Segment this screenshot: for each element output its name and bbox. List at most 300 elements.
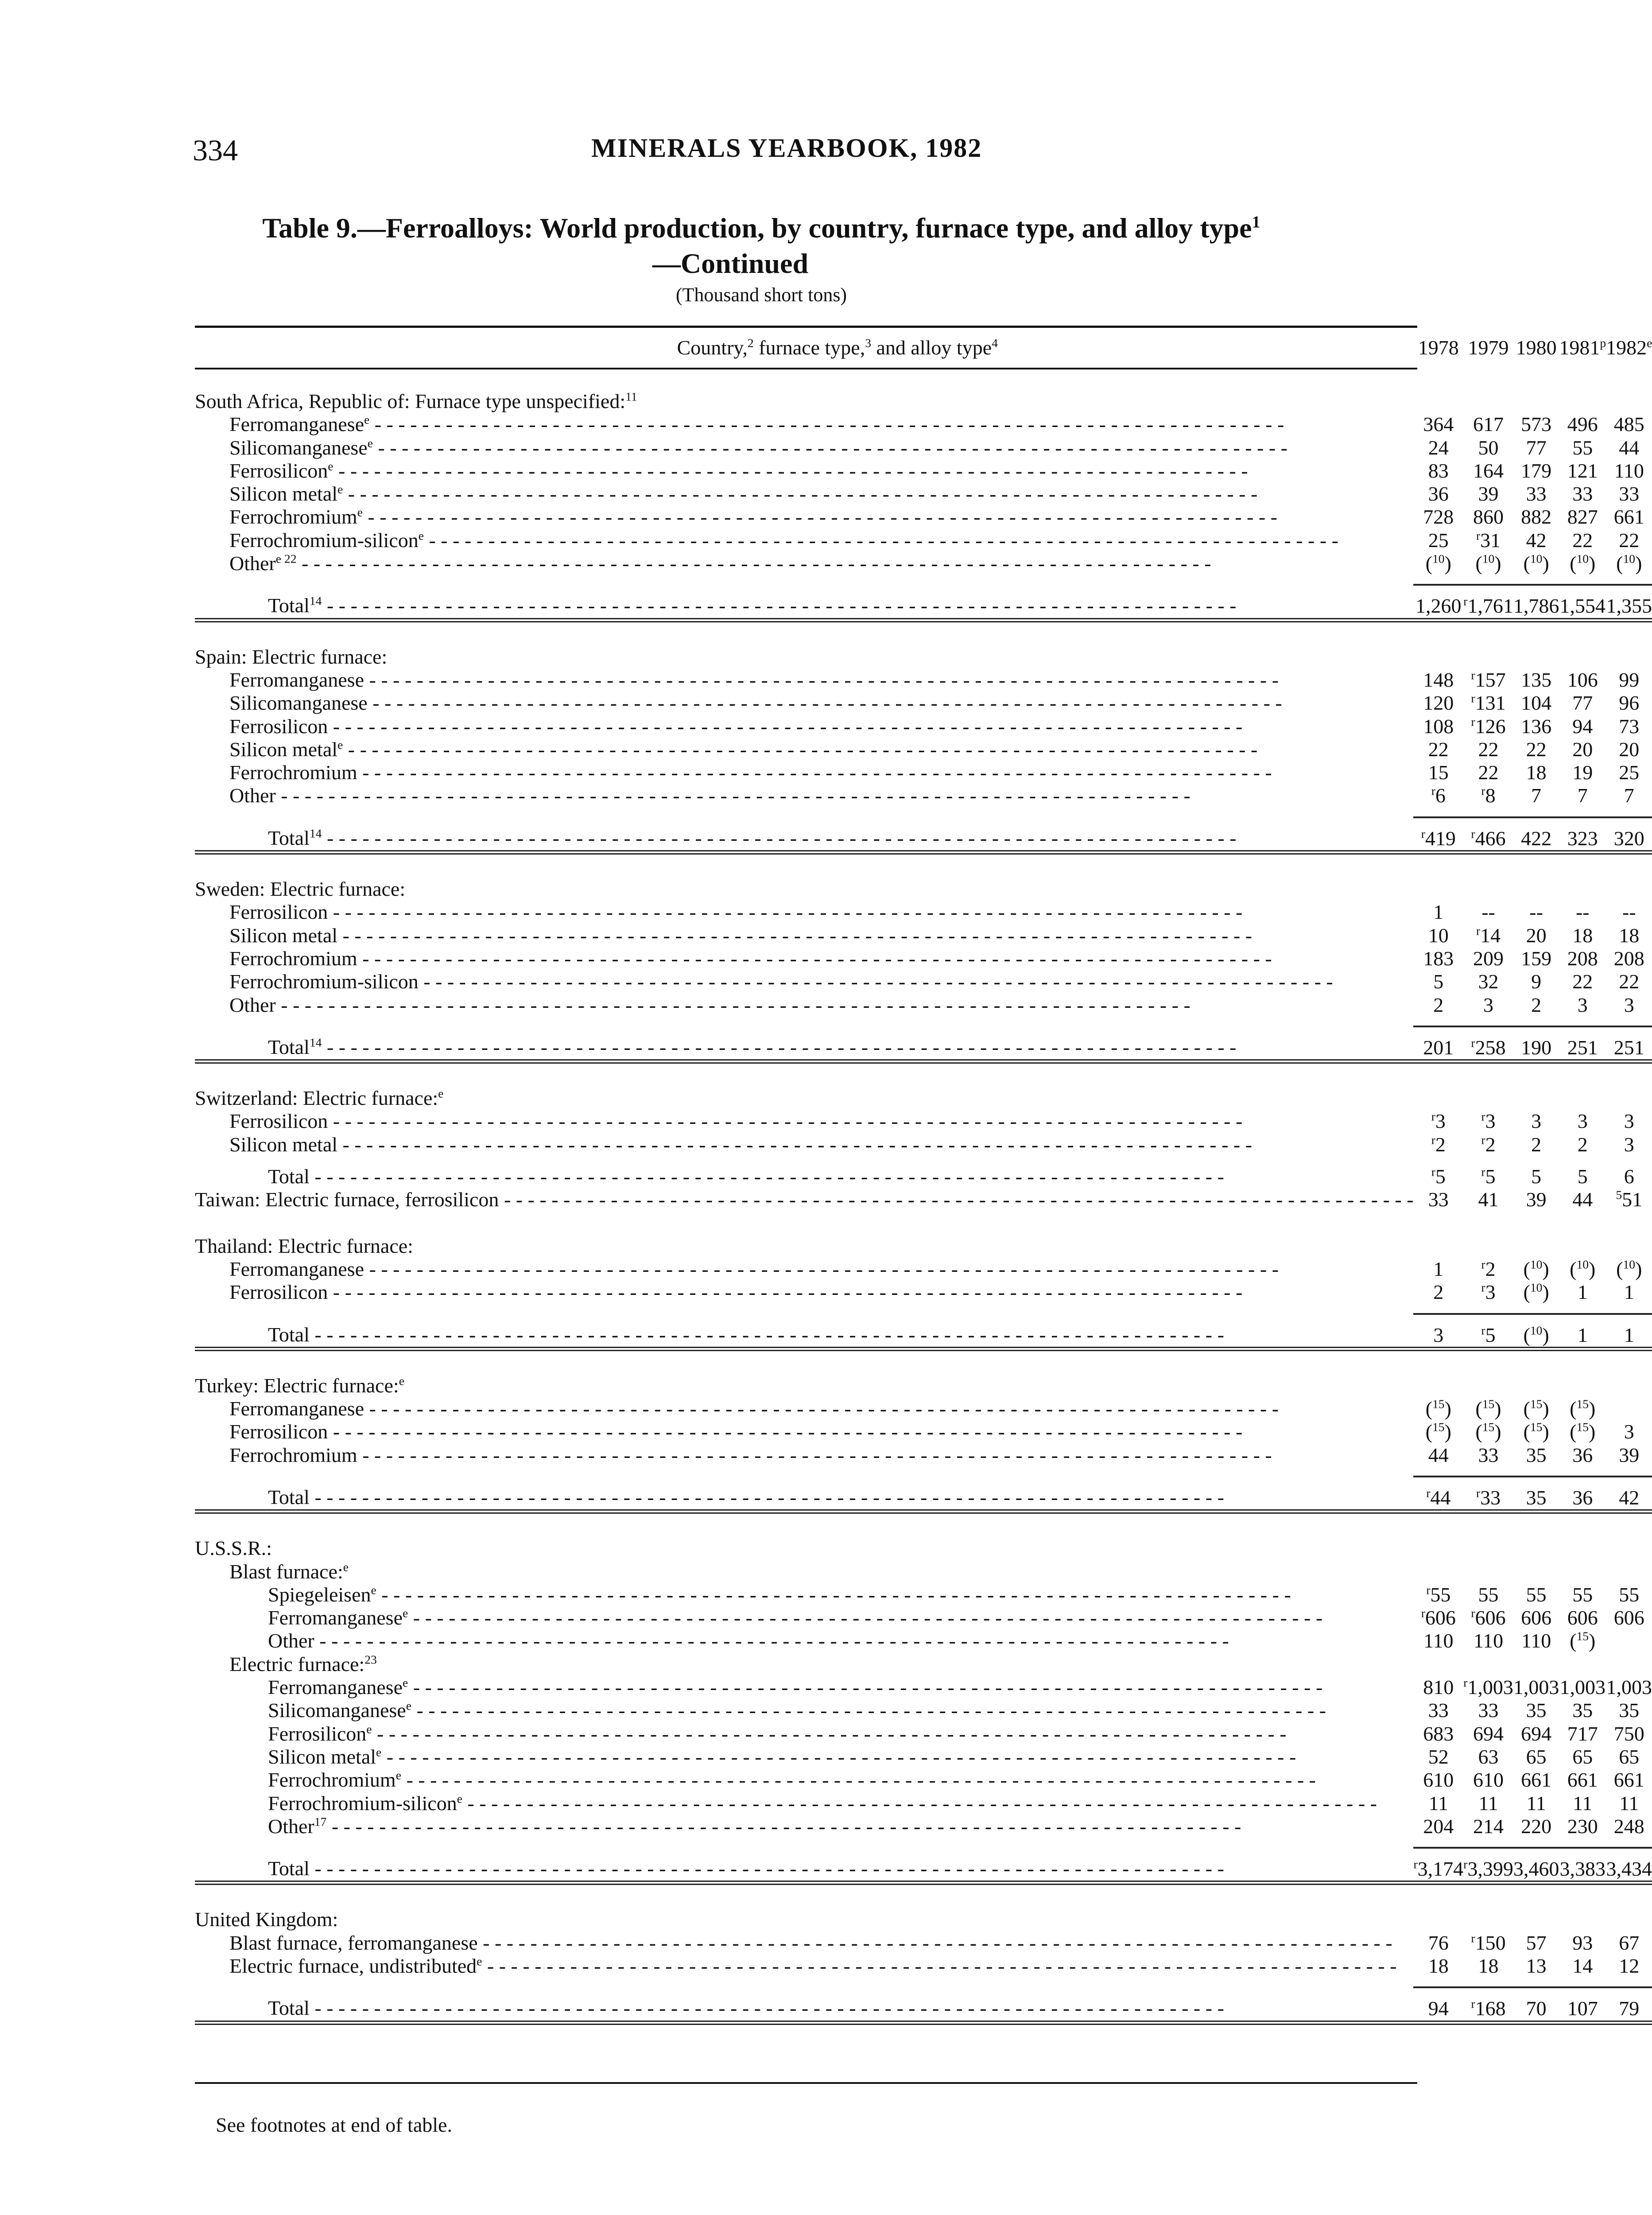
value-cell: $^r$126	[1471, 715, 1506, 738]
value-cell: 18	[1526, 761, 1547, 784]
value-cell	[1413, 1653, 1463, 1676]
value-cell: 20	[1526, 924, 1547, 947]
total-row	[195, 1026, 1652, 1061]
data-table	[195, 329, 1652, 2048]
table-row	[195, 436, 1652, 459]
row-label: Ferrochromium$^e$ - - -	[195, 1768, 1413, 1791]
spacer-row	[195, 620, 1652, 645]
total-row	[195, 1477, 1652, 1512]
value-cell: 2	[1433, 993, 1444, 1016]
value-cell: 1,786	[1513, 585, 1559, 620]
value-cell: 220	[1521, 1815, 1552, 1838]
table-row	[195, 668, 1652, 692]
row-label: Ferrosilicon$^e$ - - -	[195, 1722, 1413, 1745]
value-cell: 606	[1567, 1606, 1598, 1629]
column-header-year: 1978	[1418, 336, 1459, 359]
row-label: Total$^{14}$ - - -	[195, 817, 1413, 852]
value-cell: $^r$2	[1481, 1257, 1496, 1280]
group-header-row	[195, 390, 1652, 413]
value-cell: $^5$51	[1616, 1188, 1643, 1211]
row-label: Ferromanganese - - -	[195, 1397, 1413, 1420]
value-cell: 39	[1526, 1188, 1547, 1211]
value-cell: 208	[1613, 947, 1644, 970]
table-bottom-rule	[195, 2082, 1417, 2084]
table-row	[195, 901, 1652, 924]
row-label: Sweden: Electric furnace:	[195, 878, 406, 901]
value-cell	[1463, 1087, 1513, 1110]
value-cell: 32	[1478, 970, 1499, 993]
table-row	[195, 970, 1652, 993]
value-cell: 251	[1559, 1026, 1606, 1061]
value-cell	[1606, 878, 1652, 901]
row-label: Other$^{e 22}$ - - -	[195, 552, 1413, 575]
value-cell: 860	[1473, 505, 1504, 528]
value-cell	[1413, 878, 1463, 901]
value-cell: 179	[1521, 459, 1552, 482]
value-cell: $^r$8	[1481, 784, 1496, 807]
value-cell: 694	[1473, 1722, 1504, 1745]
value-cell: 15	[1428, 761, 1449, 784]
value-cell: 3	[1577, 1110, 1588, 1133]
row-label: Ferrosilicon - - -	[195, 1420, 1413, 1443]
value-cell: $^r$157	[1471, 668, 1506, 691]
value-cell: 18	[1619, 924, 1640, 947]
group-header-row	[195, 1908, 1652, 1931]
value-cell: 11	[1619, 1791, 1639, 1815]
table-row	[195, 761, 1652, 784]
value-cell	[1513, 1537, 1559, 1560]
row-label: Ferrosilicon$^e$ - - -	[195, 459, 1413, 482]
value-cell: 33	[1428, 1188, 1449, 1211]
value-cell: 573	[1521, 413, 1552, 436]
value-cell: 35	[1526, 1699, 1547, 1722]
value-cell: 55	[1572, 436, 1593, 459]
value-cell	[1559, 1560, 1606, 1583]
value-cell: 19	[1572, 761, 1593, 784]
row-label: Total - - -	[195, 1165, 1413, 1188]
table-body	[195, 367, 1652, 2048]
value-cell: 1	[1433, 901, 1444, 924]
value-cell	[1413, 1537, 1463, 1560]
value-cell: $^r$168	[1463, 1987, 1513, 2022]
value-cell: $^r$606	[1471, 1606, 1506, 1629]
total-row	[195, 1314, 1652, 1349]
value-cell: 44	[1572, 1188, 1593, 1211]
value-cell: 190	[1513, 1026, 1559, 1061]
value-cell: 65	[1572, 1745, 1593, 1768]
total-row	[195, 817, 1652, 852]
value-cell: $^r$3	[1481, 1110, 1496, 1133]
value-cell: --	[1575, 901, 1590, 924]
value-cell: ($^{15}$)	[1570, 1629, 1596, 1652]
table-row	[195, 1815, 1652, 1838]
value-cell: $^r$5	[1431, 1165, 1446, 1188]
value-cell	[1559, 878, 1606, 901]
value-cell: 2	[1531, 993, 1542, 1016]
value-cell: 135	[1521, 668, 1552, 691]
value-cell: 65	[1526, 1745, 1547, 1768]
value-cell: ($^{15}$)	[1475, 1420, 1501, 1443]
table-title	[0, 210, 1523, 281]
group-header-row	[195, 1653, 1652, 1676]
value-cell: 22	[1478, 738, 1499, 761]
table-title-line2: —Continued	[652, 248, 809, 279]
value-cell: $^r$150	[1471, 1931, 1506, 1954]
value-cell: $^r$1,761	[1463, 585, 1513, 620]
value-cell: 1,003	[1513, 1676, 1559, 1699]
value-cell: $^r$6	[1431, 784, 1446, 807]
value-cell: 5	[1433, 970, 1444, 993]
value-cell	[1559, 1235, 1606, 1258]
table-row	[195, 482, 1652, 505]
value-cell: $^r$2	[1481, 1133, 1496, 1156]
row-label: U.S.S.R.:	[195, 1537, 272, 1560]
value-cell: ($^{10}$)	[1616, 552, 1642, 575]
spacer-row	[195, 1512, 1652, 1537]
value-cell: $^r$2	[1431, 1133, 1446, 1156]
value-cell: 3	[1624, 1133, 1634, 1156]
value-cell: 94	[1572, 715, 1593, 738]
value-cell: 1	[1606, 1314, 1652, 1349]
value-cell: 41	[1478, 1188, 1499, 1211]
table-row	[195, 924, 1652, 947]
value-cell	[1413, 1560, 1463, 1583]
page-number: 334	[193, 133, 238, 167]
column-header-year: 1982e	[1606, 336, 1652, 359]
value-cell: 1,003	[1559, 1676, 1605, 1699]
total-row	[195, 585, 1652, 620]
value-cell: 121	[1567, 459, 1598, 482]
row-label: Total - - -	[195, 1848, 1413, 1883]
value-cell: 76	[1428, 1931, 1449, 1954]
value-cell: 12	[1619, 1955, 1640, 1978]
value-cell: $^r$3,399	[1463, 1848, 1513, 1883]
value-cell	[1413, 390, 1463, 413]
value-cell: ($^{10}$)	[1523, 1280, 1549, 1304]
table-units: (Thousand short tons)	[675, 284, 847, 306]
table-row	[195, 1745, 1652, 1768]
value-cell: 99	[1619, 668, 1640, 691]
value-cell: 52	[1428, 1745, 1449, 1768]
value-cell: 55	[1572, 1583, 1593, 1606]
value-cell: 159	[1521, 947, 1552, 970]
value-cell	[1463, 645, 1513, 668]
value-cell: 94	[1413, 1987, 1463, 2022]
value-cell: 7	[1531, 784, 1542, 807]
value-cell: 33	[1619, 482, 1640, 505]
row-label: Electric furnace:$^{23}$	[229, 1652, 377, 1675]
row-label: Switzerland: Electric furnace:$^e$	[195, 1086, 444, 1110]
spacer-row	[195, 1156, 1652, 1165]
table-row	[195, 738, 1652, 761]
value-cell: 3	[1531, 1110, 1542, 1133]
value-cell: 63	[1478, 1745, 1499, 1768]
table-row	[195, 1676, 1652, 1699]
table-row	[195, 1110, 1652, 1133]
value-cell	[1606, 1087, 1652, 1110]
value-cell: 251	[1606, 1026, 1652, 1061]
row-label: Ferrochromium - - -	[195, 947, 1413, 970]
value-cell	[1463, 390, 1513, 413]
value-cell	[1606, 1560, 1652, 1583]
value-cell: 22	[1428, 738, 1449, 761]
group-header-row	[195, 645, 1652, 668]
row-label: Ferromanganese$^e$ - - -	[195, 1606, 1413, 1629]
row-label: Other$^{17}$ - - -	[195, 1815, 1413, 1838]
value-cell: ($^{15}$)	[1475, 1397, 1501, 1420]
value-cell	[1513, 1374, 1559, 1397]
value-cell: 661	[1567, 1768, 1598, 1791]
spacer-row	[195, 1061, 1652, 1087]
value-cell: 110	[1473, 1629, 1504, 1652]
row-label: Spiegeleisen$^e$ - - -	[195, 1583, 1413, 1606]
value-cell: 2	[1531, 1133, 1542, 1156]
table-row	[195, 692, 1652, 715]
value-cell	[1463, 878, 1513, 901]
value-cell	[1463, 1908, 1513, 1931]
value-cell: 67	[1619, 1931, 1640, 1954]
value-cell: 18	[1428, 1955, 1449, 1978]
value-cell: 827	[1567, 505, 1598, 528]
table-row	[195, 1722, 1652, 1745]
value-cell: 14	[1572, 1955, 1593, 1978]
value-cell: 35	[1526, 1443, 1547, 1466]
value-cell: ($^{15}$)	[1425, 1397, 1451, 1420]
group-header-row	[195, 1537, 1652, 1560]
value-cell: $^r$44	[1413, 1477, 1463, 1512]
value-cell	[1606, 1629, 1652, 1652]
table-row	[195, 994, 1652, 1017]
value-cell: 204	[1423, 1815, 1454, 1838]
table-title-line1: Table 9.—Ferroalloys: World production, by country, furnace type, and alloy type	[262, 212, 1252, 244]
value-cell: 42	[1526, 528, 1547, 552]
value-cell: 201	[1413, 1026, 1463, 1061]
value-cell: 44	[1619, 436, 1640, 459]
value-cell: 3	[1413, 1314, 1463, 1349]
value-cell: 36	[1559, 1477, 1606, 1512]
value-cell: 11	[1573, 1791, 1593, 1815]
value-cell: 11	[1478, 1791, 1498, 1815]
spacer-row	[195, 1017, 1652, 1026]
table-row	[195, 784, 1652, 807]
value-cell: ($^{10}$)	[1570, 1257, 1596, 1280]
value-cell: ($^{15}$)	[1523, 1420, 1549, 1443]
value-cell: 25	[1619, 761, 1640, 784]
running-title: MINERALS YEARBOOK, 1982	[591, 133, 982, 163]
value-cell: 485	[1613, 413, 1644, 436]
value-cell: 11	[1428, 1791, 1448, 1815]
value-cell	[1606, 1235, 1652, 1258]
table-top-rule	[195, 326, 1417, 328]
value-cell: 422	[1513, 817, 1559, 852]
value-cell: $^r$33	[1463, 1477, 1513, 1512]
table-row	[195, 1768, 1652, 1791]
value-cell: 22	[1478, 761, 1499, 784]
value-cell: $^r$5	[1463, 1314, 1513, 1349]
value-cell: 120	[1423, 692, 1454, 715]
row-label: Ferrosilicon - - -	[195, 715, 1413, 738]
value-cell: 110	[1423, 1629, 1454, 1652]
table-row	[195, 715, 1652, 738]
value-cell: 11	[1526, 1791, 1546, 1815]
table-row	[195, 1931, 1652, 1955]
value-cell: 6	[1624, 1165, 1634, 1188]
value-cell: 73	[1619, 715, 1640, 738]
value-cell: 77	[1572, 692, 1593, 715]
row-label: United Kingdom:	[195, 1908, 338, 1931]
value-cell: 3,383	[1559, 1848, 1606, 1883]
value-cell: 3	[1624, 1110, 1634, 1133]
value-cell: 5	[1577, 1165, 1588, 1188]
value-cell	[1559, 1653, 1606, 1676]
value-cell: 230	[1567, 1815, 1598, 1838]
row-label: Other - - -	[195, 994, 1413, 1017]
value-cell	[1463, 1374, 1513, 1397]
value-cell: 1,260	[1413, 585, 1463, 620]
spacer-row	[195, 1349, 1652, 1374]
value-cell: ($^{15}$)	[1523, 1397, 1549, 1420]
value-cell: ($^{10}$)	[1425, 552, 1451, 575]
table-title-footnote-mark: 1	[1252, 213, 1260, 232]
spacer-row	[195, 1978, 1652, 1987]
value-cell: 50	[1478, 436, 1499, 459]
value-cell: $^r$606	[1421, 1606, 1456, 1629]
value-cell: 70	[1513, 1987, 1559, 2022]
value-cell: 1	[1433, 1257, 1444, 1280]
value-cell	[1413, 1235, 1463, 1258]
table-row	[195, 1629, 1652, 1652]
value-cell: $^r$419	[1413, 817, 1463, 852]
value-cell: 148	[1423, 668, 1454, 691]
table-row	[195, 1188, 1652, 1211]
row-label: Electric furnace, undistributed$^e$ - - -	[195, 1955, 1413, 1978]
value-cell: 22	[1526, 738, 1547, 761]
value-cell	[1413, 1374, 1463, 1397]
value-cell: 2	[1433, 1281, 1444, 1304]
row-label: Total - - -	[195, 1477, 1413, 1512]
value-cell	[1513, 1653, 1559, 1676]
group-header-row	[195, 1087, 1652, 1110]
row-label: Silicon metal$^e$ - - -	[195, 482, 1413, 505]
value-cell: $^r$131	[1471, 691, 1506, 715]
value-cell: $^r$258	[1463, 1026, 1513, 1061]
value-cell: 750	[1613, 1722, 1644, 1745]
value-cell	[1606, 1374, 1652, 1397]
value-cell	[1413, 645, 1463, 668]
value-cell: 10	[1428, 924, 1449, 947]
value-cell: 33	[1478, 1699, 1499, 1722]
value-cell: 110	[1614, 459, 1644, 482]
row-label: Silicomanganese$^e$ - - -	[195, 436, 1413, 459]
table-row	[195, 552, 1652, 575]
value-cell: --	[1622, 901, 1636, 924]
table-row	[195, 1258, 1652, 1281]
table-row	[195, 1133, 1652, 1156]
value-cell: 22	[1572, 528, 1593, 552]
row-label: Total - - -	[195, 1314, 1413, 1349]
value-cell: 617	[1473, 413, 1504, 436]
row-label: Ferrochromium-silicon$^e$ - - -	[195, 1792, 1413, 1815]
value-cell	[1513, 1235, 1559, 1258]
value-cell: 22	[1619, 528, 1640, 552]
spacer-row	[195, 1838, 1652, 1848]
value-cell	[1513, 878, 1559, 901]
value-cell: 39	[1619, 1443, 1640, 1466]
value-cell	[1513, 645, 1559, 668]
value-cell: 496	[1567, 413, 1598, 436]
value-cell: 33	[1428, 1699, 1449, 1722]
value-cell: $^r$14	[1476, 924, 1501, 947]
row-label: Ferromanganese - - -	[195, 668, 1413, 692]
value-cell: 810	[1423, 1676, 1454, 1699]
value-cell: 1,355	[1606, 585, 1652, 620]
table-row	[195, 1955, 1652, 1978]
value-cell	[1559, 645, 1606, 668]
value-cell: ($^{10}$)	[1475, 552, 1501, 575]
value-cell: 606	[1613, 1606, 1644, 1629]
table-row	[195, 1583, 1652, 1606]
spacer-row	[195, 367, 1652, 390]
row-label: Silicomanganese - - -	[195, 692, 1413, 715]
value-cell: --	[1529, 901, 1543, 924]
row-label: Ferrochromium - - -	[195, 1444, 1413, 1467]
row-label: Ferrochromium$^e$ - - -	[195, 505, 1413, 528]
value-cell: 7	[1624, 784, 1634, 807]
spacer-row	[195, 2023, 1652, 2048]
value-cell: 44	[1428, 1443, 1449, 1466]
value-cell: 20	[1619, 738, 1640, 761]
value-cell: ($^{10}$)	[1523, 552, 1549, 575]
value-cell: $^r$3,174	[1413, 1848, 1463, 1883]
table-row	[195, 1606, 1652, 1629]
value-cell: 3,434	[1606, 1848, 1652, 1883]
table-row	[195, 505, 1652, 528]
value-cell: 33	[1526, 482, 1547, 505]
table-row	[195, 1444, 1652, 1467]
value-cell: 3,460	[1513, 1848, 1559, 1883]
total-row	[195, 1848, 1652, 1883]
value-cell: $^r$1,003	[1463, 1675, 1513, 1699]
value-cell: 1,003	[1606, 1676, 1652, 1699]
value-cell: 683	[1423, 1722, 1454, 1745]
value-cell: 93	[1572, 1931, 1593, 1954]
value-cell: 110	[1521, 1629, 1551, 1652]
value-cell: 661	[1521, 1768, 1552, 1791]
value-cell: 36	[1572, 1443, 1593, 1466]
value-cell: 3	[1577, 993, 1588, 1016]
value-cell: 9	[1531, 970, 1542, 993]
value-cell: 3	[1483, 993, 1493, 1016]
table-row	[195, 529, 1652, 552]
value-cell: 18	[1572, 924, 1593, 947]
value-cell: 364	[1423, 413, 1454, 436]
value-cell: 323	[1559, 817, 1606, 852]
value-cell: $^r$466	[1463, 817, 1513, 852]
value-cell: 164	[1473, 459, 1504, 482]
value-cell	[1559, 1374, 1606, 1397]
row-label: Total - - -	[195, 1987, 1413, 2022]
total-row	[195, 1165, 1652, 1188]
row-label: Ferrochromium-silicon$^e$ - - -	[195, 529, 1413, 552]
column-header-year: 1979	[1468, 336, 1509, 359]
value-cell: 33	[1478, 1443, 1499, 1466]
value-cell: 1	[1559, 1314, 1606, 1349]
spacer-row	[195, 1304, 1652, 1314]
value-cell: ($^{15}$)	[1425, 1420, 1451, 1443]
value-cell	[1513, 390, 1559, 413]
row-label: Silicon metal - - -	[195, 1133, 1413, 1156]
row-label: Ferromanganese$^e$ - - -	[195, 413, 1413, 436]
